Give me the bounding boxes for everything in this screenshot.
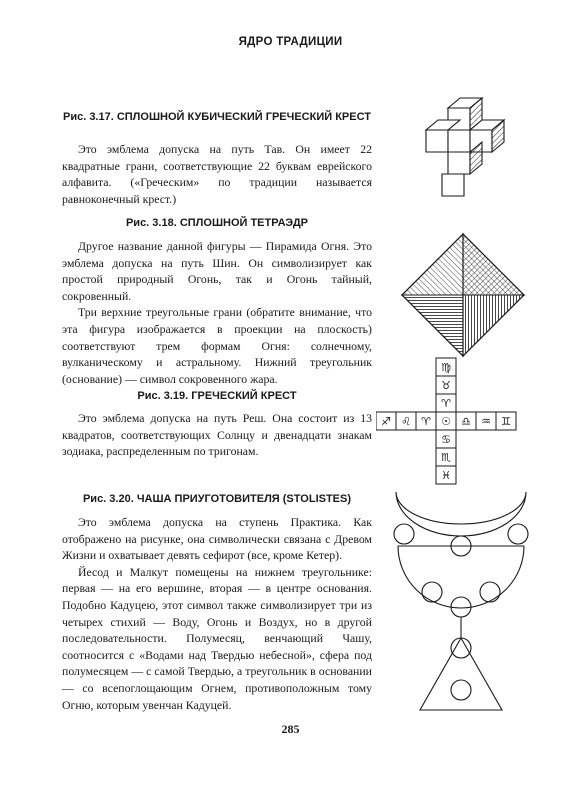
zodiac-glyph-cancer: ♋ xyxy=(441,433,451,446)
sephira-circle xyxy=(422,582,442,602)
section-3-18-text xyxy=(62,238,372,387)
zodiac-glyph-taurus: ♉ xyxy=(441,379,451,392)
sephira-circle xyxy=(451,597,471,617)
zodiac-glyph-virgo: ♍ xyxy=(441,361,451,374)
section-3-20-text xyxy=(62,514,372,713)
sephira-circle xyxy=(508,524,528,544)
yesod-circle xyxy=(451,638,471,658)
zodiac-glyph-sagittarius: ♐ xyxy=(381,415,391,428)
zodiac-glyph-pisces: ♓ xyxy=(441,469,451,482)
running-header: ЯДРО ТРАДИЦИИ xyxy=(238,36,343,48)
zodiac-greek-cross-figure xyxy=(376,356,526,492)
sephira-circle xyxy=(480,582,500,602)
page-number: 285 xyxy=(281,722,300,736)
paragraph: Это эмблема допуска на ступень Практика. Как отображено на рисунке, она символически связана с Древом Жизни и охватывает девять сефирот (все, кроме Кетер). xyxy=(62,515,372,563)
zodiac-glyph-leo: ♌ xyxy=(401,415,411,428)
fire-triangle xyxy=(420,638,502,710)
zodiac-glyph-libra: ♎ xyxy=(461,415,471,428)
caption-fig-3-20: Рис. 3.20. ЧАША ПРИУГОТОВИТЕЛЯ (STOLISTES) xyxy=(82,493,352,505)
sun-glyph: ☉ xyxy=(441,415,451,428)
zodiac-glyph-capricorn: ♈ xyxy=(441,397,451,410)
zodiac-glyph-gemini: ♊ xyxy=(501,415,511,428)
paragraph: Три верхние треугольные грани (обратите внимание, что эта фигура изображается в проекции на плоскость) соответствуют трем формам Огня: солнечному, вулканическому и астральному. Нижний треугольник (основание) — символ сокровенного жара. xyxy=(62,305,372,386)
cubic-cross-figure xyxy=(402,92,522,212)
malkuth-circle xyxy=(451,680,471,700)
zodiac-glyph-scorpio: ♏ xyxy=(441,451,451,464)
tetrahedron-figure xyxy=(398,230,528,360)
cup-sphere-arc xyxy=(398,546,524,608)
paragraph: Это эмблема допуска на путь Реш. Она состоит из 13 квадратов, соответствующих Солнцу и двенадцати знакам зодиака, распределенным по тригонам. xyxy=(62,411,372,459)
zodiac-glyph-aries: ♈ xyxy=(421,415,431,428)
caption-fig-3-19: Рис. 3.19. ГРЕЧЕСКИЙ КРЕСТ xyxy=(137,390,297,402)
section-3-19-text xyxy=(62,410,372,460)
section-3-17-text xyxy=(62,141,372,207)
paragraph: Другое название данной фигуры — Пирамида Огня. Это эмблема допуска на путь Шин. Он символизирует как простой природный Огонь, так и Огонь тайный, сокровенный. xyxy=(62,239,372,303)
sephira-circle xyxy=(394,524,414,544)
crescent-shape xyxy=(396,492,526,536)
caption-fig-3-18: Рис. 3.18. СПЛОШНОЙ ТЕТРАЭДР xyxy=(125,217,309,229)
paragraph: Йесод и Малкут помещены на нижнем треугольнике: первая — на его вершине, вторая — в центре основания. Подобно Кадуцею, этот символ также символизирует три из четырех стихий — Воду, Огонь и Воздух, но в другой последовательности. Полумесяц, венчающий Чашу, соотносится с «Водами над Твердью небесной», сфера под полумесяцем — с самой Твердью, а треугольник в основании — со всепоглощающим Огнем, противоположным тому Огню, которым увенчан Кадуцей. xyxy=(62,564,372,712)
zodiac-glyph-aquarius: ♒ xyxy=(481,415,491,428)
stolistes-cup-figure xyxy=(388,488,534,718)
paragraph: Это эмблема допуска на путь Тав. Он имеет 22 квадратные грани, соответствующие 22 буквам еврейского алфавита. («Греческим» по традиции называется равноконечный крест.) xyxy=(62,142,372,206)
caption-fig-3-17: Рис. 3.17. СПЛОШНОЙ КУБИЧЕСКИЙ ГРЕЧЕСКИЙ КРЕСТ xyxy=(62,111,371,123)
